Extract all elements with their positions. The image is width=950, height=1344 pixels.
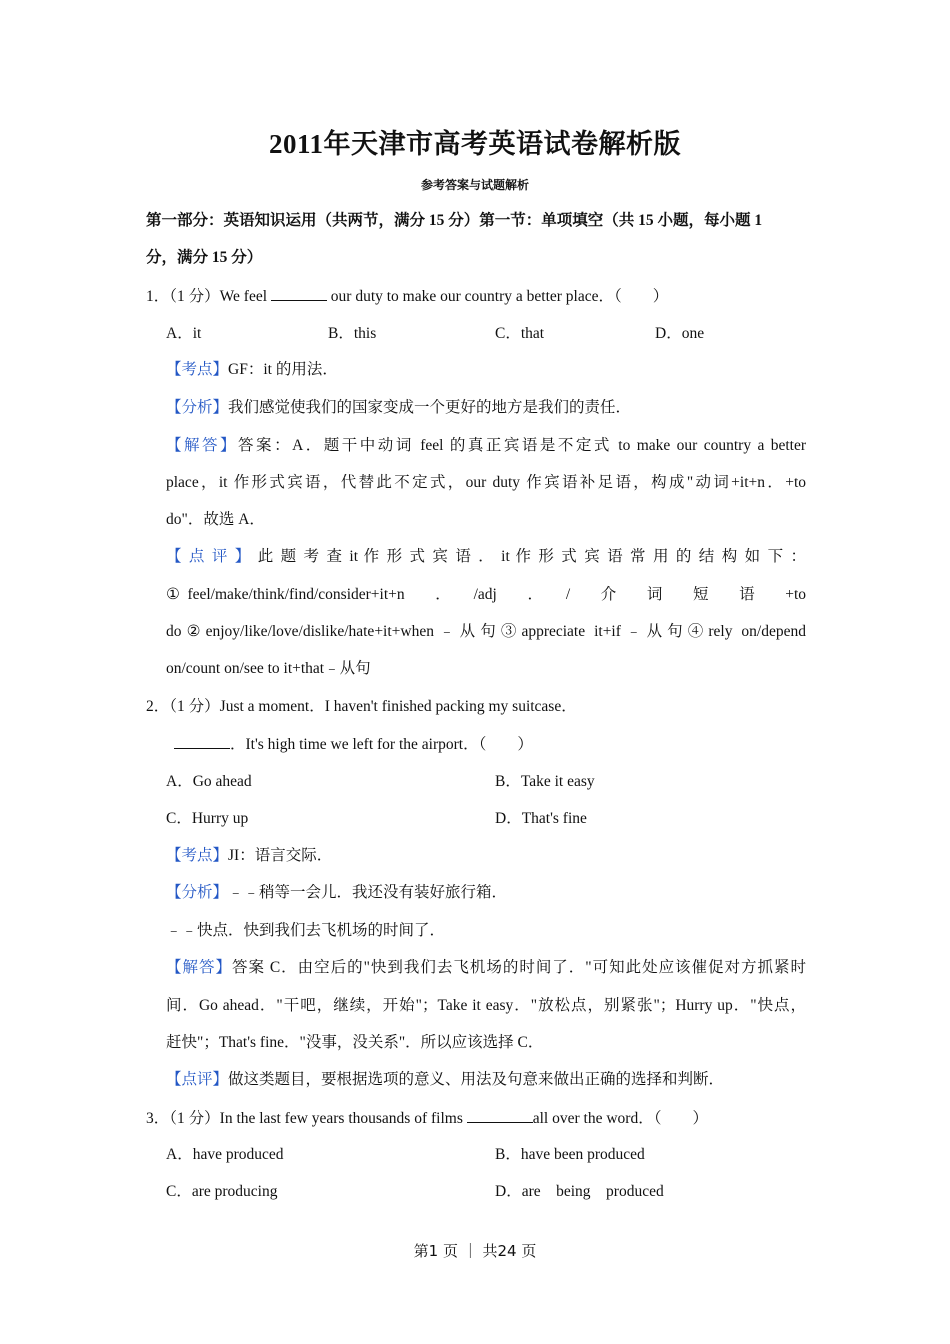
jieda-tag: 【解答】 xyxy=(166,959,232,976)
question-3-option-d: D．are being produced xyxy=(495,1183,664,1200)
question-1-blank xyxy=(271,286,327,301)
question-2-dianping xyxy=(166,1070,724,1090)
question-3-option-b: B．have been produced xyxy=(495,1146,645,1163)
question-1-option-c: C．that xyxy=(495,325,545,342)
question-2-score: （1 分） xyxy=(169,698,220,715)
question-3-stem-part-a: In the last few years thousands of films xyxy=(219,1110,467,1127)
document-subtitle: 参考答案与试题解析 xyxy=(420,178,529,192)
question-2-fenxi xyxy=(166,883,507,903)
question-2-fenxi-line-2: ﹣﹣快点．快到我们去飞机场的时间了． xyxy=(166,922,446,939)
question-2-jieda-line-2: 间．Go ahead．"干吧，继续，开始"；Take it easy．"放松点，别紧张"；Hurry up．"快点， xyxy=(166,997,806,1014)
question-1-option-d: D．one xyxy=(655,325,705,342)
question-2-option-a: A．Go ahead xyxy=(166,773,252,790)
section-heading-line-1: 第一部分：英语知识运用（共两节，满分 15 分）第一节：单项填空（共 15 小题，每小题 1 xyxy=(146,212,763,229)
question-3-blank xyxy=(467,1108,533,1123)
question-2-kaodian xyxy=(166,846,332,866)
section-heading-line-2: 分，满分 15 分） xyxy=(146,249,263,266)
question-2-jieda-line-3: 赶快"；That's fine．"没事，没关系"．所以应该选择 C． xyxy=(166,1034,544,1051)
question-3-stem xyxy=(146,1108,708,1129)
question-2-option-c: C．Hurry up xyxy=(166,810,249,827)
kaodian-tag: 【考点】 xyxy=(166,847,229,864)
question-2-blank xyxy=(174,734,230,749)
question-1-kaodian xyxy=(166,360,338,380)
question-2-jieda-line-1 xyxy=(166,958,806,978)
dianping-tag: 【点评】 xyxy=(166,1071,229,1088)
question-1-dianping-line-1 xyxy=(166,547,806,567)
question-1-stem xyxy=(146,286,668,307)
question-2-number: 2． xyxy=(146,698,170,715)
question-2-stem-text-1: Just a moment．I haven't finished packing my suitcase． xyxy=(219,698,577,715)
question-1-dianping-line-3: do②enjoy/like/love/dislike/hate+it+when﹣从句③appreciate it+if﹣从句④rely on/depend xyxy=(166,623,806,640)
question-1-score: （1 分） xyxy=(169,288,220,305)
question-1-fenxi xyxy=(166,398,631,418)
question-3-option-a: A．have produced xyxy=(166,1146,284,1163)
question-2-option-d: D．That's fine xyxy=(495,810,587,827)
question-1-stem-part-b: our duty to make our country a better place．（ ） xyxy=(326,288,669,305)
question-1-kaodian-text: GF：it 的用法． xyxy=(228,361,338,378)
question-1-jieda-line-2: place，it 作形式宾语，代替此不定式，our duty 作宾语补足语，构成"动词+it+n．+to xyxy=(166,474,806,491)
question-2-kaodian-text: JI：语言交际． xyxy=(228,847,333,864)
dianping-tag: 【 点 评 】 xyxy=(166,548,253,565)
question-2-jieda-text-1: 答案 C．由空后的"快到我们去飞机场的时间了．"可知此处应该催促对方抓紧时 xyxy=(231,959,806,976)
question-1-dianping-line-4: on/count on/see to it+that﹣从句 xyxy=(166,660,371,677)
question-3-stem-part-b: all over the word．（ ） xyxy=(532,1110,708,1127)
question-2-option-b: B．Take it easy xyxy=(495,773,595,790)
fenxi-tag: 【分析】 xyxy=(166,884,229,901)
kaodian-tag: 【考点】 xyxy=(166,361,229,378)
question-1-number: 1． xyxy=(146,288,170,305)
document-title: 2011年天津市高考英语试卷解析版 xyxy=(268,129,681,159)
question-3-score: （1 分） xyxy=(169,1110,220,1127)
question-2-stem-text-2: ．It's high time we left for the airport．（ ） xyxy=(230,736,533,753)
page-footer: 第1 页 ｜ 共24 页 xyxy=(413,1242,537,1260)
question-3-option-c: C．are producing xyxy=(166,1183,278,1200)
question-1-dianping-line-2: ①feel/make/think/find/consider+it+n ． /adj ． / 介 词 短 语 +to xyxy=(166,586,806,603)
fenxi-tag: 【分析】 xyxy=(166,399,229,416)
question-1-jieda-line-3: do"．故选 A． xyxy=(166,511,265,528)
question-1-jieda-line-1 xyxy=(166,436,806,456)
question-1-dianping-text-1: 此 题 考 查 it 作 形 式 宾 语 ． it 作 形 式 宾 语 常 用 的 结 构 如 下 ： xyxy=(257,548,806,565)
question-2-fenxi-text-1: ﹣﹣稍等一会儿．我还没有装好旅行箱． xyxy=(228,884,508,901)
question-1-fenxi-text: 我们感觉使我们的国家变成一个更好的地方是我们的责任． xyxy=(228,399,632,416)
question-1-option-a: A．it xyxy=(166,325,202,342)
question-1-option-b: B．this xyxy=(328,325,377,342)
question-2-stem-line-2 xyxy=(174,734,533,755)
question-2-stem-line-1 xyxy=(146,697,577,717)
question-1-stem-part-a: We feel xyxy=(219,288,271,305)
question-3-number: 3． xyxy=(146,1110,170,1127)
question-2-dianping-text: 做这类题目，要根据选项的意义、用法及句意来做出正确的选择和判断． xyxy=(228,1071,725,1088)
jieda-tag: 【解答】 xyxy=(166,437,239,454)
question-1-jieda-text-1: 答案：A．题干中动词 feel 的真正宾语是不定式 to make our country a better xyxy=(238,437,806,454)
